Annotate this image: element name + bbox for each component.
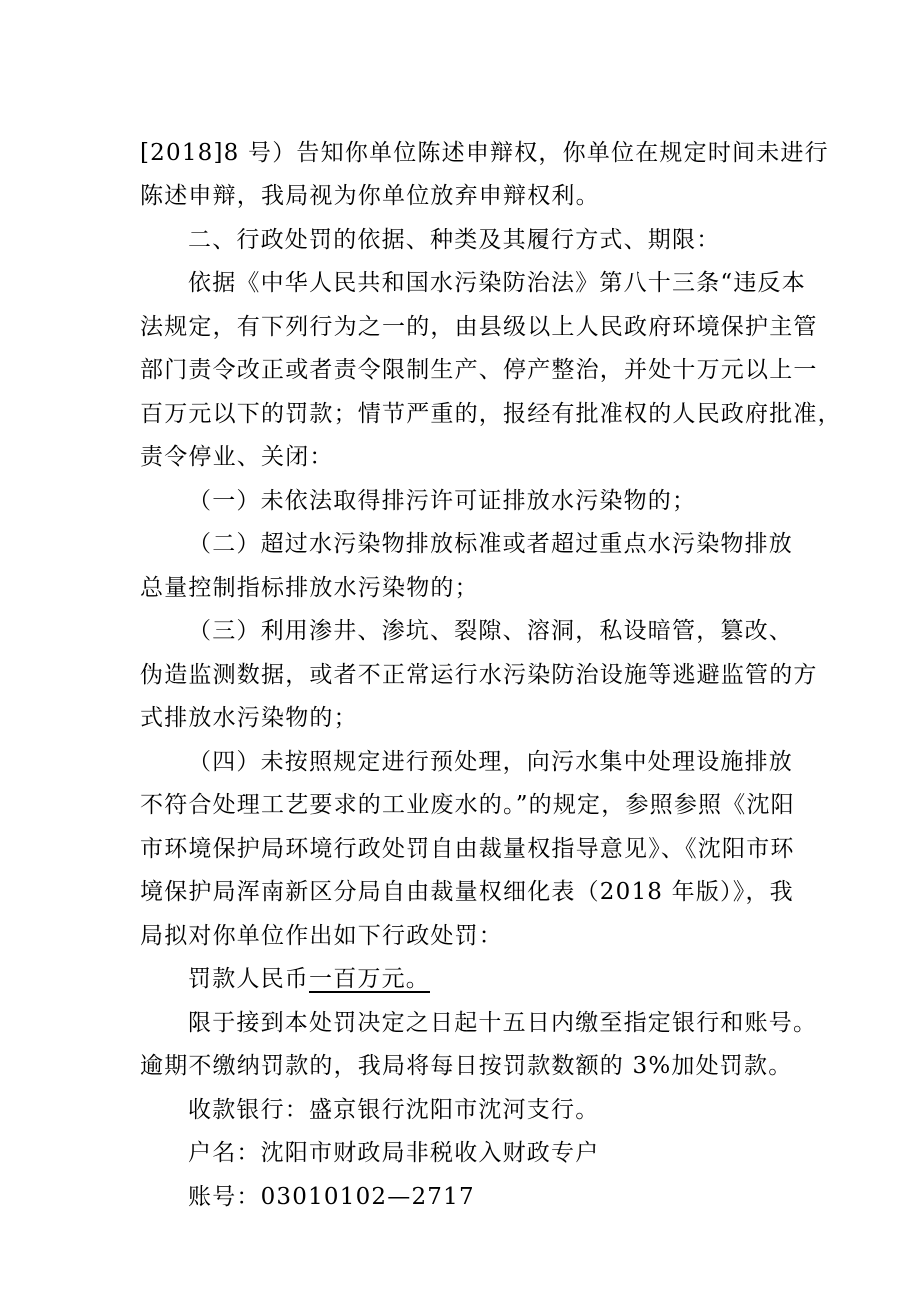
paragraph-line: 依据《中华人民共和国水污染防治法》第八十三条“违反本 <box>188 270 806 296</box>
paragraph-line: 责令停业、关闭： <box>140 444 334 470</box>
fine-amount: 一百万元。 <box>309 966 430 992</box>
bank-line: 收款银行：盛京银行沈阳市沈河支行。 <box>188 1097 600 1123</box>
paragraph-line: 限于接到本处罚决定之日起十五日内缴至指定银行和账号。 <box>188 1010 818 1036</box>
section-heading: 二、行政处罚的依据、种类及其履行方式、期限： <box>188 227 721 253</box>
paragraph-line: 不符合处理工艺要求的工业废水的。”的规定，参照参照《沈阳 <box>140 792 795 818</box>
paragraph-line: [2018]8 号）告知你单位陈述申辩权，你单位在规定时间未进行 <box>140 140 829 166</box>
paragraph-line: 市环境保护局环境行政处罚自由裁量权指导意见》、《沈阳市环 <box>140 836 795 862</box>
paragraph-line: 逾期不缴纳罚款的，我局将每日按罚款数额的 3%加处罚款。 <box>140 1053 793 1079</box>
paragraph-line: 式排放水污染物的； <box>140 705 358 731</box>
paragraph-line: 伪造监测数据，或者不正常运行水污染防治设施等逃避监管的方 <box>140 662 818 688</box>
paragraph-line: 境保护局浑南新区分局自由裁量权细化表（2018 年版）》，我 <box>140 879 794 905</box>
paragraph-line: 法规定，有下列行为之一的，由县级以上人民政府环境保护主管 <box>140 314 818 340</box>
paragraph-line: 局拟对你单位作出如下行政处罚： <box>140 923 503 949</box>
list-item: （四）未按照规定进行预处理，向污水集中处理设施排放 <box>188 749 793 775</box>
list-item: （二）超过水污染物排放标准或者超过重点水污染物排放 <box>188 531 793 557</box>
paragraph-line: 部门责令改正或者责令限制生产、停产整治，并处十万元以上一 <box>140 357 818 383</box>
paragraph-line: 百万元以下的罚款；情节严重的，报经有批准权的人民政府批准， <box>140 401 842 427</box>
list-item: （一）未依法取得排污许可证排放水污染物的； <box>188 488 697 514</box>
paragraph-line: 陈述申辩，我局视为你单位放弃申辩权利。 <box>140 183 600 209</box>
list-item: （三）利用渗井、渗坑、裂隙、溶洞，私设暗管，篡改、 <box>188 618 793 644</box>
account-name-line: 户名：沈阳市财政局非税收入财政专户 <box>188 1140 600 1166</box>
fine-prefix: 罚款人民币 <box>188 966 309 992</box>
paragraph-line: 总量控制指标排放水污染物的； <box>140 575 479 601</box>
account-number-line: 账号：03010102—2717 <box>188 1184 475 1210</box>
fine-line <box>188 964 430 994</box>
